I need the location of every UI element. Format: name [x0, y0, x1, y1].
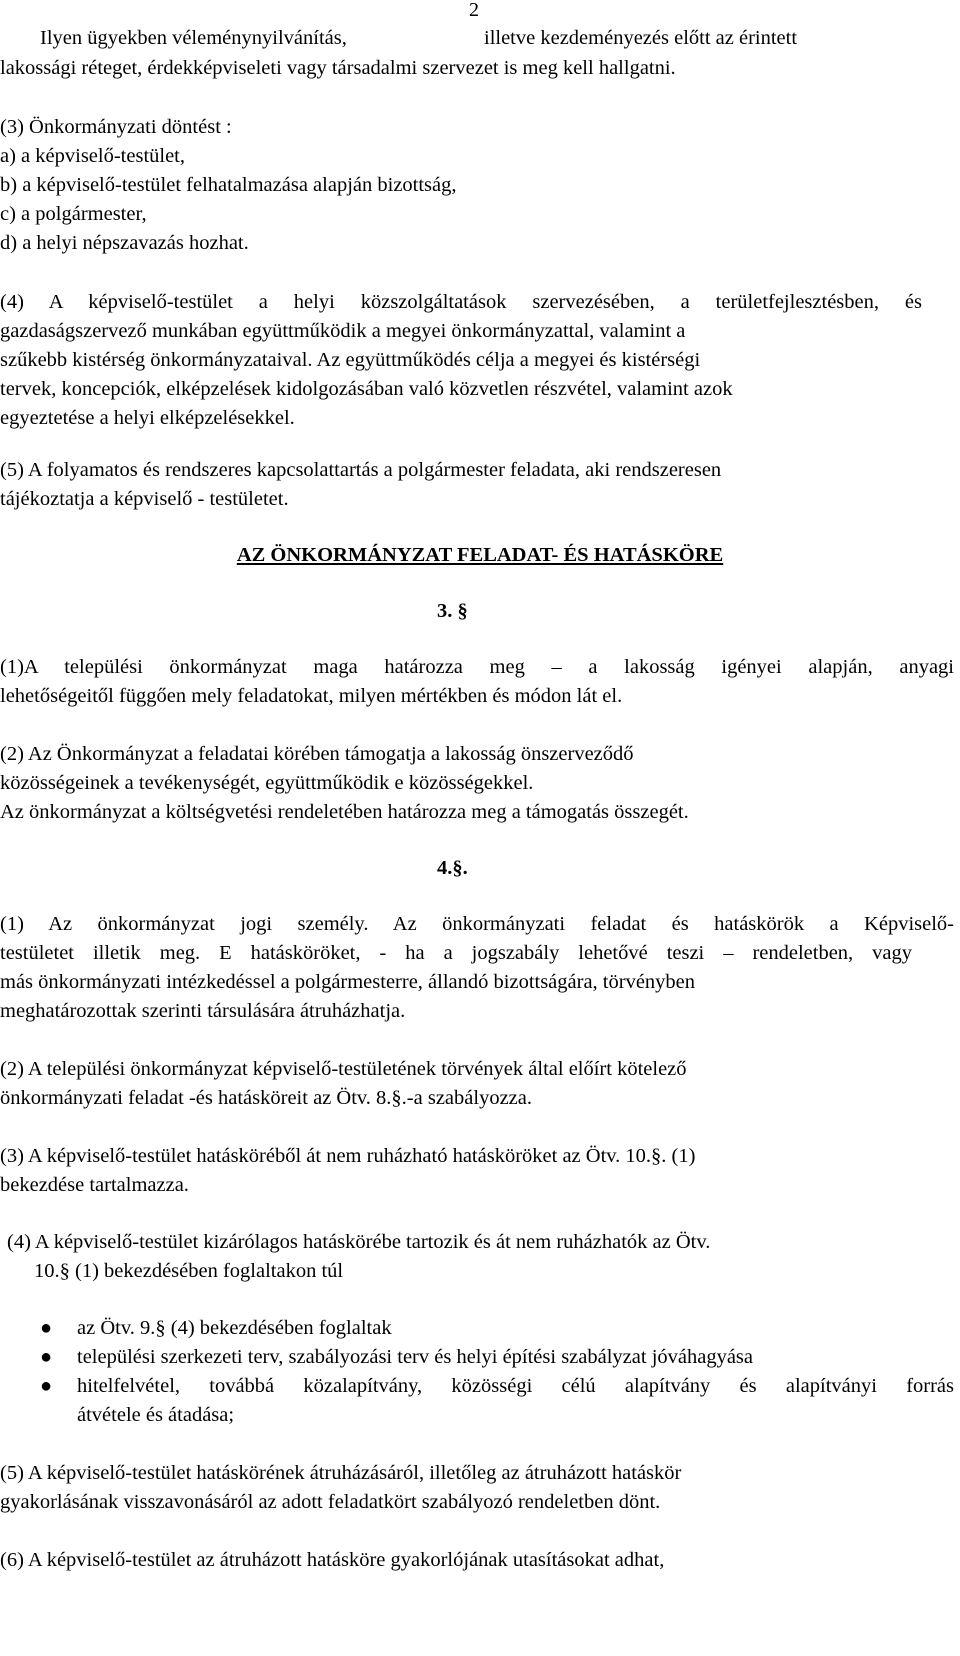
intro-line-2: lakossági réteget, érdekképviseleti vagy társadalmi szervezet is meg kell hallgatni.: [0, 57, 676, 79]
s4-p4-line: (4) A képviselő-testület kizárólagos hatáskörébe tartozik és át nem ruházhatók az Ötv.: [7, 1231, 711, 1253]
bullet-icon: ●: [40, 1346, 53, 1368]
s4-p1-line: (1) Az önkormányzat jogi személy. Az önkormányzati feladat és hatáskörök a Képviselő-: [0, 913, 954, 935]
s4-p4-line: 10.§ (1) bekezdésében foglaltakon túl: [34, 1260, 344, 1282]
p3-item-d: d) a helyi népszavazás hozhat.: [0, 232, 249, 254]
section-3-number: 3. §: [437, 600, 468, 622]
s4-p2-line: önkormányzati feladat -és hatásköreit az Ötv. 8.§.-a szabályozza.: [0, 1087, 532, 1109]
intro-line-1b: illetve kezdeményezés előtt az érintett: [484, 27, 798, 49]
section-4-number: 4.§.: [437, 857, 468, 879]
p3-item-c: c) a polgármester,: [0, 203, 147, 225]
bullet-item: hitelfelvétel, továbbá közalapítvány, közösségi célú alapítvány és alapítványi forrás: [77, 1375, 954, 1397]
bullet-icon: ●: [40, 1317, 53, 1339]
s4-p1-line: testületet illetik meg. E hatásköröket, - ha a jogszabály lehetővé teszi – rendeletben, vagy: [0, 942, 912, 964]
s4-p1-line: más önkormányzati intézkedéssel a polgármesterre, állandó bizottságára, törvényben: [0, 971, 696, 993]
s3-p2-line: Az önkormányzat a költségvetési rendeletében határozza meg a támogatás összegét.: [0, 801, 689, 823]
p3-intro: (3) Önkormányzati döntést :: [0, 116, 232, 138]
page-number: 2: [469, 0, 479, 21]
s4-p2-line: (2) A települési önkormányzat képviselő-testületének törvények által előírt kötelező: [0, 1058, 687, 1080]
p4-line: (4) A képviselő-testület a helyi közszolgáltatások szervezésében, a területfejlesztésben, és: [0, 291, 922, 313]
s3-p2-line: közösségeinek a tevékenységét, együttműködik e közösségekkel.: [0, 772, 534, 794]
p4-line: egyeztetése a helyi elképzelésekkel.: [0, 407, 295, 429]
p4-line: gazdaságszervező munkában együttműködik a megyei önkormányzattal, valamint a: [0, 320, 686, 342]
p3-item-b: b) a képviselő-testület felhatalmazása alapján bizottság,: [0, 174, 457, 196]
s4-p3-line: bekezdése tartalmazza.: [0, 1174, 189, 1196]
p4-line: tervek, koncepciók, elképzelések kidolgozásában való közvetlen részvétel, valamint azok: [0, 378, 733, 400]
s4-p5-line: gyakorlásának visszavonásáról az adott feladatkört szabályozó rendeletben dönt.: [0, 1491, 661, 1513]
s3-p1-line: (1)A települési önkormányzat maga határozza meg – a lakosság igényei alapján, anyagi: [0, 656, 954, 678]
s3-p2-line: (2) Az Önkormányzat a feladatai körében támogatja a lakosság önszerveződő: [0, 743, 634, 765]
p5-line: tájékoztatja a képviselő - testületet.: [0, 488, 289, 510]
s4-p6-line: (6) A képviselő-testület az átruházott hatásköre gyakorlójának utasításokat adhat,: [0, 1549, 665, 1571]
p4-line: szűkebb kistérség önkormányzataival. Az együttműködés célja a megyei és kistérségi: [0, 349, 701, 371]
bullet-item-continuation: átvétele és átadása;: [77, 1404, 235, 1426]
intro-line-1a: Ilyen ügyekben véleménynyilvánítás,: [40, 27, 347, 49]
bullet-item: az Ötv. 9.§ (4) bekezdésében foglaltak: [77, 1317, 392, 1339]
s4-p3-line: (3) A képviselő-testület hatásköréből át nem ruházható hatásköröket az Ötv. 10.§. (1): [0, 1145, 696, 1167]
p5-line: (5) A folyamatos és rendszeres kapcsolattartás a polgármester feladata, aki rendszeresen: [0, 459, 722, 481]
s4-p1-line: meghatározottak szerinti társulására átruházhatja.: [0, 1000, 406, 1022]
s3-p1-line: lehetőségeitől függően mely feladatokat, milyen mértékben és módon lát el.: [0, 685, 623, 707]
bullet-icon: ●: [40, 1375, 53, 1397]
bullet-item: települési szerkezeti terv, szabályozási terv és helyi építési szabályzat jóváhagyása: [77, 1346, 754, 1368]
p3-item-a: a) a képviselő-testület,: [0, 145, 186, 167]
s4-p5-line: (5) A képviselő-testület hatáskörének átruházásáról, illetőleg az átruházott hatáskör: [0, 1462, 682, 1484]
section-heading: AZ ÖNKORMÁNYZAT FELADAT- ÉS HATÁSKÖRE: [236, 544, 724, 566]
